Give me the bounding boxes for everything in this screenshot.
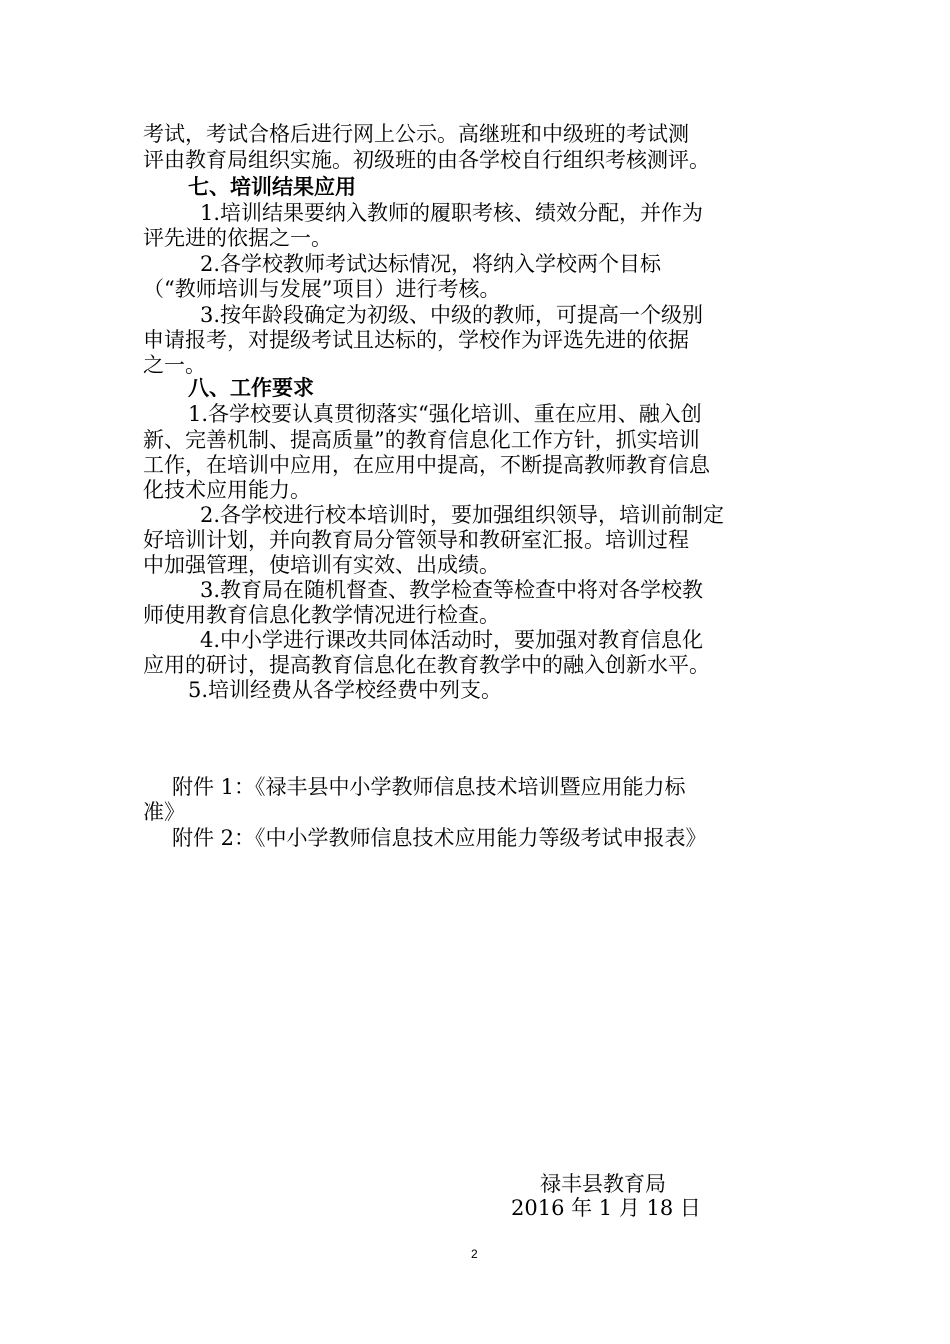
body-line: 4.中小学进行课改共同体活动时，要加强对教育信息化	[200, 628, 704, 652]
body-line: 应用的研讨，提高教育信息化在教育教学中的融入创新水平。	[143, 653, 710, 677]
body-line: 1.各学校要认真贯彻落实“强化培训、重在应用、融入创	[188, 402, 702, 426]
body-line: 评先进的依据之一。	[143, 226, 332, 250]
page-number: 2	[471, 1247, 478, 1261]
body-line: （“教师培训与发展”项目）进行考核。	[143, 277, 501, 301]
body-line: 师使用教育信息化教学情况进行检查。	[143, 603, 500, 627]
attachment-1: 附件 1：《禄丰县中小学教师信息技术培训暨应用能力标	[172, 775, 686, 799]
body-line: 好培训计划，并向教育局分管领导和教研室汇报。培训过程	[143, 528, 689, 552]
body-line: 3.教育局在随机督查、教学检查等检查中将对各学校教	[200, 578, 704, 602]
body-line: 3.按年龄段确定为初级、中级的教师，可提高一个级别	[200, 303, 704, 327]
body-line: 2.各学校教师考试达标情况，将纳入学校两个目标	[200, 252, 662, 276]
attachment-1-cont: 准》	[143, 800, 185, 824]
body-line: 2.各学校进行校本培训时，要加强组织领导，培训前制定	[200, 503, 725, 527]
body-line: 评由教育局组织实施。初级班的由各学校自行组织考核测评。	[143, 148, 710, 172]
body-line: 1.培训结果要纳入教师的履职考核、绩效分配，并作为	[200, 201, 704, 225]
body-line: 考试，考试合格后进行网上公示。高继班和中级班的考试测	[143, 122, 689, 146]
body-line: 5.培训经费从各学校经费中列支。	[188, 678, 503, 702]
body-line: 新、完善机制、提高质量”的教育信息化工作方针，抓实培训	[143, 428, 700, 452]
body-line: 申请报考，对提级考试且达标的，学校作为评选先进的依据	[143, 328, 689, 352]
attachment-2: 附件 2：《中小学教师信息技术应用能力等级考试申报表》	[172, 826, 707, 850]
signature-org: 禄丰县教育局	[540, 1172, 666, 1196]
signature-date: 2016 年 1 月 18 日	[511, 1196, 701, 1220]
section-heading-7: 七、培训结果应用	[188, 175, 356, 199]
body-line: 之一。	[143, 353, 206, 377]
body-line: 工作，在培训中应用，在应用中提高，不断提高教师教育信息	[143, 453, 710, 477]
section-heading-8: 八、工作要求	[188, 376, 314, 400]
body-line: 中加强管理，使培训有实效、出成绩。	[143, 553, 500, 577]
body-line: 化技术应用能力。	[143, 478, 311, 502]
